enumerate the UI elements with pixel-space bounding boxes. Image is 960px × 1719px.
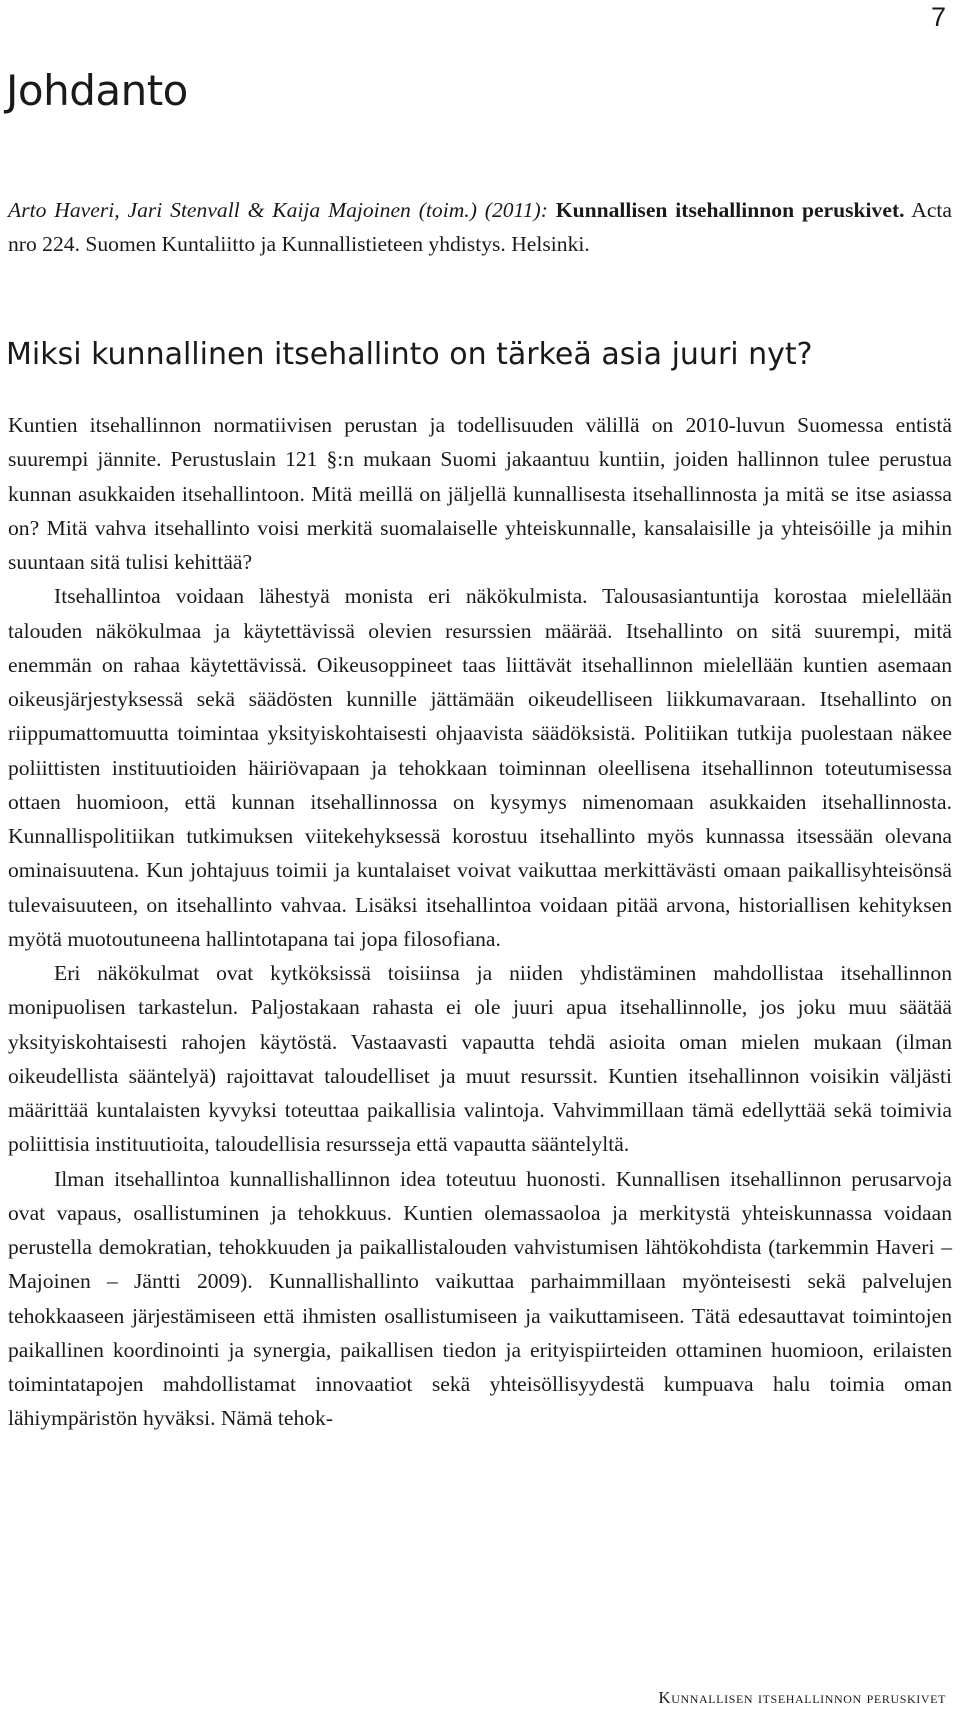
page-number: 7 xyxy=(930,2,946,32)
citation-title: Kunnallisen itsehallinnon peruskivet. xyxy=(555,198,905,222)
citation xyxy=(8,193,952,261)
paragraph-2: Itsehallintoa voidaan lähestyä monista eri näkökulmista. Talousasiantuntija korostaa mielellään talouden näkökulmaa ja käytettävissä olevien resurssien määrää. Itsehallinto on sitä suurempi, mitä enemmän on rahaa käytettävissä. Oikeusoppineet taas liittävät itsehallinnon mielellään kuntien asemaan oikeusjärjestyksessä sekä säädösten kunnille jättämään oikeudelliseen liikkumavaraan. Itsehallinto on riippumattomuutta toimintaa yksityiskohtaisesti ohjaavista säädöksistä. Politiikan tutkija puolestaan näkee poliittisten instituutioiden häiriövapaan ja tehokkaan toiminnan oleellisena itsehallinnon toteutumisessa ottaen huomioon, että kunnan itsehallinnossa on kysymys nimenomaan asukkaiden itsehallinnosta. Kunnallispolitiikan tutkimuksen viitekehyksessä korostuu itsehallinto myös kunnassa itsessään olevana ominaisuutena. Kun johtajuus toimii ja kuntalaiset voivat vaikuttaa merkittävästi omaan paikallisyhteisönsä tulevaisuuteen, on itsehallinto vahvaa. Lisäksi itsehallintoa voidaan pitää arvona, historiallisen kehityksen myötä muotoutuneena hallintotapana tai jopa filosofiana. xyxy=(8,584,952,951)
paragraph-4: Ilman itsehallintoa kunnallishallinnon idea toteutuu huonosti. Kunnallisen itsehallinnon perusarvoja ovat vapaus, osallistuminen ja tehokkuus. Kuntien olemassaoloa ja merkitystä yhteiskunnassa voidaan perustella demokratian, tehokkuuden ja paikallistalouden vahvistumisen lähtökohdista (tarkemmin Haveri – Majoinen – Jäntti 2009). Kunnallishallinto vaikuttaa parhaimmillaan myönteisesti sekä palvelujen tehokkaaseen järjestämiseen että ihmisten osallistumiseen ja vaikuttamiseen. Tätä edesauttavat toimintojen paikallinen koordinointi ja synergia, paikallisen tiedon ja erityispiirteiden ottaminen huomioon, erilaisten toimintatapojen mahdollistamat innovaatiot sekä yhteisöllisyydestä kumpuava halu toimia oman lähiympäristön hyväksi. Nämä tehok- xyxy=(8,1166,952,1431)
running-footer: Kunnallisen itsehallinnon peruskivet xyxy=(658,1688,946,1707)
citation-authors: Arto Haveri, Jari Stenvall & Kaija Majoinen (toim.) (2011): xyxy=(8,198,548,222)
paragraph-3: Eri näkökulmat ovat kytköksissä toisiinsa ja niiden yhdistäminen mahdollistaa itsehallinnon monipuolisen tarkastelun. Paljostakaan rahasta ei ole juuri apua itsehallinnolle, jos joku muu säätää yksityiskohtaisesti rahojen käytöstä. Vastaavasti vapautta tehdä asioita oman mielen mukaan (ilman oikeudellista sääntelyä) rajoittavat taloudelliset ja muut resurssit. Kuntien itsehallinnon voisikin väljästi määrittää kuntalaisten kyvyksi toteuttaa paikallisia valintoja. Vahvimmillaan tämä edellyttää sekä toimivia poliittisia instituutioita, taloudellisia resursseja että vapautta sääntelyltä. xyxy=(8,961,952,1157)
paragraph-1: Kuntien itsehallinnon normatiivisen perustan ja todellisuuden välillä on 2010-luvun Suomessa entistä suurempi jännite. Perustuslain 121 §:n mukaan Suomi jakaantuu kuntiin, joiden hallinnon tulee perustua kunnan asukkaiden itsehallintoon. Mitä meillä on jäljellä kunnallisesta itsehallinnosta ja mitä se itse asiassa on? Mitä vahva itsehallinto voisi merkitä suomalaiselle yhteiskunnalle, kansalaisille ja yhteisöille ja mihin suuntaan sitä tulisi kehittää? xyxy=(8,413,952,574)
citation-details: Acta nro 224. Suomen Kuntaliitto ja Kunnallistieteen yhdistys. Helsinki. xyxy=(8,198,952,256)
body-text xyxy=(8,408,952,1436)
chapter-title: Johdanto xyxy=(6,66,188,115)
section-title: Miksi kunnallinen itsehallinto on tärkeä asia juuri nyt? xyxy=(6,337,813,372)
